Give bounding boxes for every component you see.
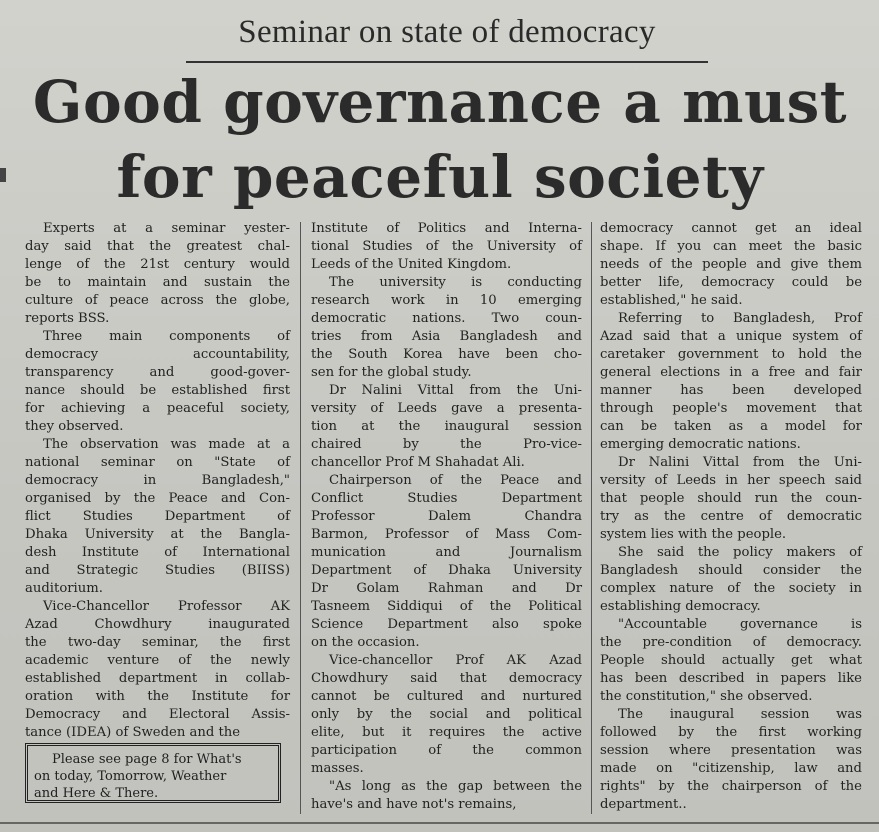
article-text-line: Dr Nalini Vittal from the Uni- xyxy=(329,383,582,398)
article-text-line: participation of the common xyxy=(311,743,582,758)
article-text-line: they observed. xyxy=(25,419,124,434)
article-text-line: lenge of the 21st century would xyxy=(25,257,290,272)
article-text-line: Bangladesh should consider the xyxy=(600,563,862,578)
article-column-3 xyxy=(600,220,862,814)
article-text-line: that people should run the coun- xyxy=(600,491,862,506)
article-text-line: Vice-Chancellor Professor AK xyxy=(43,599,290,614)
article-text-line: versity of Leeds in her speech said xyxy=(600,473,862,488)
article-text-line: flict Studies Department of xyxy=(25,509,290,524)
article-text-line: complex nature of the society in xyxy=(600,581,862,596)
promo-box xyxy=(25,743,281,803)
article-text-line: Department of Dhaka University xyxy=(311,563,582,578)
article-text-line: democracy accountability, xyxy=(25,347,290,362)
article-text-line: the constitution," she observed. xyxy=(600,689,813,704)
article-text-line: shape. If you can meet the basic xyxy=(600,239,862,254)
article-text-line: Barmon, Professor of Mass Com- xyxy=(311,527,582,542)
article-text-line: on the occasion. xyxy=(311,635,420,650)
headline-line-2: for peaceful society xyxy=(116,143,764,211)
article-column-2 xyxy=(311,220,582,814)
article-text-line: Referring to Bangladesh, Prof xyxy=(618,311,862,326)
article-text-line: the pre-condition of democracy. xyxy=(600,635,862,650)
article-text-line: Azad Chowdhury inaugurated xyxy=(25,617,290,632)
article-text-line: chaired by the Pro-vice- xyxy=(311,437,582,452)
article-text-line: chancellor Prof M Shahadat Ali. xyxy=(311,455,525,470)
promo-line: Please see page 8 for What's xyxy=(52,752,242,767)
article-text-line: the two-day seminar, the first xyxy=(25,635,290,650)
article-text-line: tries from Asia Bangladesh and xyxy=(311,329,582,344)
article-text-line: culture of peace across the globe, xyxy=(25,293,290,308)
article-text-line: Leeds of the United Kingdom. xyxy=(311,257,512,272)
article-text-line: Democracy and Electoral Assis- xyxy=(25,707,290,722)
article-text-line: transparency and good-gover- xyxy=(25,365,290,380)
article-kicker: Seminar on state of democracy xyxy=(238,14,656,50)
article-text-line: be to maintain and sustain the xyxy=(25,275,290,290)
article-text-line: through people's movement that xyxy=(600,401,862,416)
article-text-line: established department in collab- xyxy=(25,671,290,686)
promo-line: and Here & There. xyxy=(34,786,159,801)
article-text-line: try as the centre of democratic xyxy=(600,509,862,524)
article-text-line: better life, democracy could be xyxy=(600,275,862,290)
article-text-line: oration with the Institute for xyxy=(25,689,290,704)
article-text-line: have's and have not's remains, xyxy=(311,797,517,812)
article-text-line: department.. xyxy=(600,797,687,812)
article-text-line: tion at the inaugural session xyxy=(311,419,582,434)
article-text-line: cannot be cultured and nurtured xyxy=(311,689,582,704)
article-text-line: Vice-chancellor Prof AK Azad xyxy=(329,653,582,668)
article-text-line: tional Studies of the University of xyxy=(311,239,582,254)
page-edge-mark xyxy=(0,168,6,182)
bottom-rule xyxy=(0,822,879,824)
article-text-line: People should actually get what xyxy=(600,653,862,668)
article-text-line: emerging democratic nations. xyxy=(600,437,801,452)
article-text-line: Dr Nalini Vittal from the Uni- xyxy=(618,455,862,470)
article-text-line: sen for the global study. xyxy=(311,365,472,380)
article-text-line: session where presentation was xyxy=(600,743,862,758)
article-text-line: "As long as the gap between the xyxy=(329,779,582,794)
article-text-line: democratic nations. Two coun- xyxy=(311,311,582,326)
article-text-line: democracy in Bangladesh," xyxy=(25,473,290,488)
article-text-line: elite, but it requires the active xyxy=(311,725,582,740)
article-text-line: established," he said. xyxy=(600,293,743,308)
article-text-line: tance (IDEA) of Sweden and the xyxy=(25,725,241,740)
article-text-line: made on "citizenship, law and xyxy=(600,761,862,776)
article-text-line: general elections in a free and fair xyxy=(600,365,862,380)
article-text-line: only by the social and political xyxy=(311,707,582,722)
column-divider xyxy=(591,222,592,814)
article-text-line: research work in 10 emerging xyxy=(311,293,582,308)
article-text-line: the South Korea have been cho- xyxy=(311,347,582,362)
article-text-line: auditorium. xyxy=(25,581,103,596)
article-text-line: Experts at a seminar yester- xyxy=(43,221,290,236)
article-text-line: The university is conducting xyxy=(329,275,582,290)
article-text-line: Science Department also spoke xyxy=(311,617,582,632)
article-text-line: rights" by the chairperson of the xyxy=(600,779,862,794)
article-text-line: She said the policy makers of xyxy=(618,545,862,560)
article-column-1 xyxy=(25,220,290,742)
article-text-line: Azad said that a unique system of xyxy=(600,329,862,344)
article-text-line: reports BSS. xyxy=(25,311,110,326)
article-text-line: national seminar on "State of xyxy=(25,455,290,470)
article-text-line: followed by the first working xyxy=(600,725,862,740)
column-divider xyxy=(300,222,301,814)
article-text-line: Chowdhury said that democracy xyxy=(311,671,582,686)
article-text-line: needs of the people and give them xyxy=(600,257,862,272)
article-text-line: has been described in papers like xyxy=(600,671,862,686)
article-text-line: The observation was made at a xyxy=(43,437,290,452)
kicker-underline xyxy=(186,61,708,63)
article-text-line: caretaker government to hold the xyxy=(600,347,862,362)
article-text-line: for achieving a peaceful society, xyxy=(25,401,290,416)
article-text-line: Institute of Politics and Interna- xyxy=(311,221,582,236)
article-text-line: Dr Golam Rahman and Dr xyxy=(311,581,582,596)
article-text-line: democracy cannot get an ideal xyxy=(600,221,862,236)
article-text-line: munication and Journalism xyxy=(311,545,582,560)
article-text-line: nance should be established first xyxy=(25,383,290,398)
article-text-line: and Strategic Studies (BIISS) xyxy=(25,563,290,578)
article-text-line: "Accountable governance is xyxy=(618,617,862,632)
article-text-line: system lies with the people. xyxy=(600,527,787,542)
article-text-line: Dhaka University at the Bangla- xyxy=(25,527,290,542)
article-text-line: Three main components of xyxy=(43,329,290,344)
article-text-line: manner has been developed xyxy=(600,383,862,398)
article-text-line: Conflict Studies Department xyxy=(311,491,582,506)
headline-line-1: Good governance a must xyxy=(32,68,848,136)
article-text-line: organised by the Peace and Con- xyxy=(25,491,290,506)
article-text-line: desh Institute of International xyxy=(25,545,290,560)
article-text-line: establishing democracy. xyxy=(600,599,761,614)
article-text-line: versity of Leeds gave a presenta- xyxy=(311,401,582,416)
article-text-line: Chairperson of the Peace and xyxy=(329,473,582,488)
article-text-line: day said that the greatest chal- xyxy=(25,239,290,254)
article-text-line: can be taken as a model for xyxy=(600,419,862,434)
article-text-line: Professor Dalem Chandra xyxy=(311,509,582,524)
article-text-line: masses. xyxy=(311,761,364,776)
promo-line: on today, Tomorrow, Weather xyxy=(34,769,227,784)
article-text-line: The inaugural session was xyxy=(618,707,862,722)
article-text-line: Tasneem Siddiqui of the Political xyxy=(311,599,582,614)
article-text-line: academic venture of the newly xyxy=(25,653,290,668)
